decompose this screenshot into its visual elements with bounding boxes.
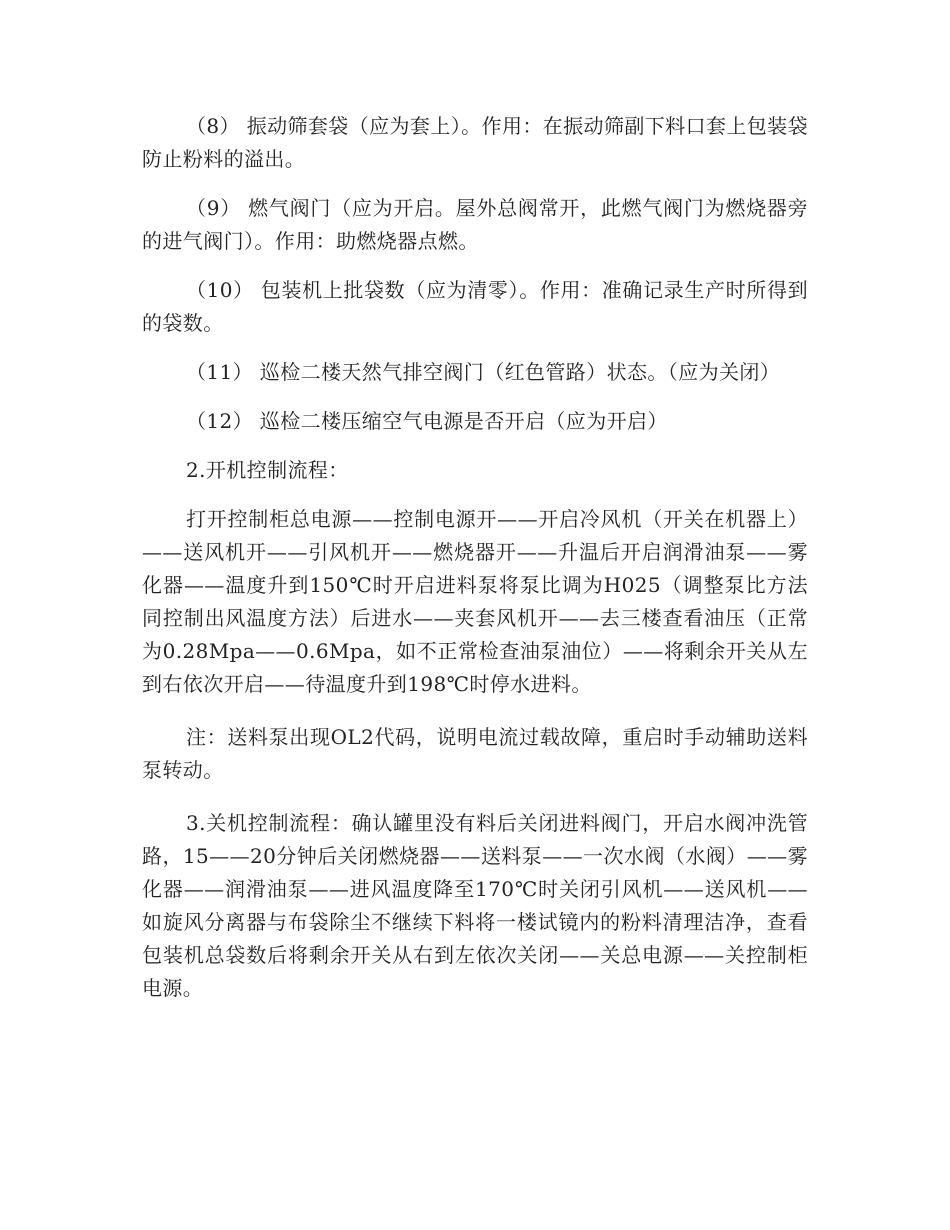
document-body	[142, 110, 808, 1005]
paragraph-item-8: （8） 振动筛套袋（应为套上）。作用：在振动筛副下料口套上包装袋防止粉料的溢出。	[142, 114, 808, 171]
paragraph-item-12: （12） 巡检二楼压缩空气电源是否开启（应为开启）	[186, 409, 668, 433]
paragraph-shutdown-procedure: 3.关机控制流程：确认罐里没有料后关闭进料阀门，开启水阀冲洗管路，15——20分钟后关闭燃烧器——送料泵——一次水阀（水阀）——雾化器——润滑油泵——进风温度降至170℃时关闭引风机——送风机——如旋风分离器与布袋除尘不继续下料将一楼试镜内的粉料清理洁净，查看包装机总袋数后将剩余开关从右到左依次关闭——关总电源——关控制柜电源。	[142, 811, 808, 1000]
paragraph-startup-procedure: 打开控制柜总电源——控制电源开——开启冷风机（开关在机器上）——送风机开——引风机开——燃烧器开——升温后开启润滑油泵——雾化器——温度升到150℃时开启进料泵将泵比调为H025（调整泵比方法同控制出风温度方法）后进水——夹套风机开——去三楼查看油压（正常为0.28Mpa——0.6Mpa，如不正常检查油泵油位）——将剩余开关从左到右依次开启——待温度升到198℃时停水进料。	[142, 507, 808, 696]
paragraph-note: 注：送料泵出现OL2代码，说明电流过载故障，重启时手动辅助送料泵转动。	[142, 725, 808, 782]
paragraph-item-11: （11） 巡检二楼天然气排空阀门（红色管路）状态。（应为关闭）	[186, 360, 781, 384]
paragraph-item-10: （10） 包装机上批袋数（应为清零）。作用：准确记录生产时所得到的袋数。	[142, 278, 808, 335]
section-heading-startup: 2.开机控制流程：	[186, 458, 349, 482]
paragraph-item-9: （9） 燃气阀门（应为开启。屋外总阀常开，此燃气阀门为燃烧器旁的进气阀门）。作用：助燃烧器点燃。	[142, 196, 808, 253]
